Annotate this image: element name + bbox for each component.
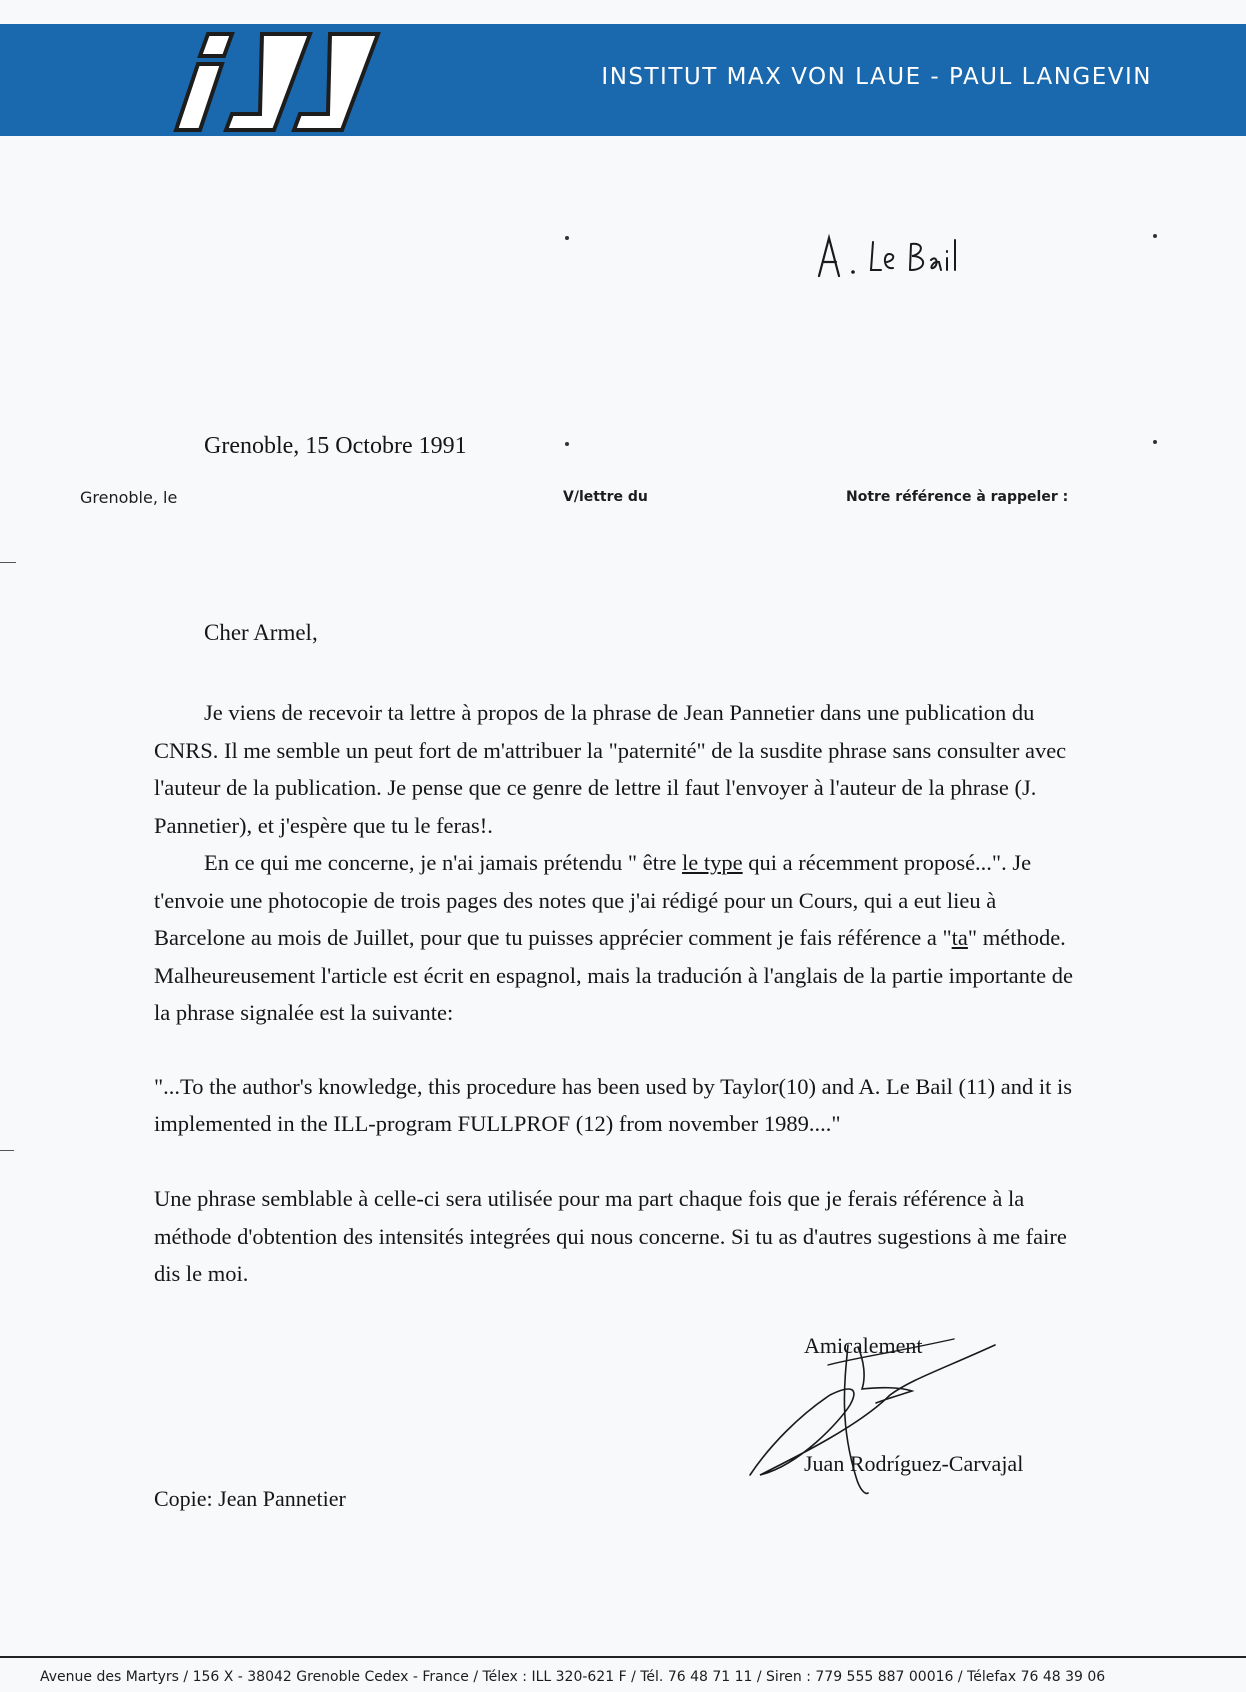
closing: Amicalement — [804, 1333, 923, 1358]
paragraph-3-block — [154, 1180, 1084, 1293]
footer-rule — [0, 1656, 1246, 1658]
margin-tick — [0, 562, 16, 563]
paragraph-2-text: " méthode. Malheureusement l'article est écrit en espagnol, mais la tradución à l'anglais de la partie importante de la phrase signalée est la suivante: — [154, 925, 1074, 1025]
quoted-sentence: "...To the author's knowledge, this procedure has been used by Taylor(10) and A. Le Bail (11) and it is implemented in the ILL-program FULLPROF (12) from november 1989...." — [154, 1074, 1072, 1136]
margin-tick — [0, 1150, 14, 1151]
handwritten-signature — [740, 1325, 1000, 1505]
underlined-phrase: le type — [682, 850, 743, 875]
paragraph-2-text: En ce qui me concerne, je n'ai jamais prétendu " être — [204, 850, 683, 875]
fold-mark — [565, 236, 569, 240]
paragraph-3: Une phrase semblable à celle-ci sera utilisée pour ma part chaque fois que je ferais référence à la méthode d'obtention des intensités integrées qui nous concerne. Si tu as d'autres sugestions à me faire dis le moi. — [154, 1186, 1067, 1286]
paragraph-2-text: qui a récemment proposé...". Je t'envoie une photocopie de trois pages des notes que j'ai rédigé pour un Cours, qui a eut lieu à Barcelone au mois de Juillet, pour que tu puisses apprécier comment je fais référence a " — [154, 850, 1032, 950]
body-paragraphs — [154, 694, 1084, 1032]
your-letter-label: V/lettre du — [563, 489, 648, 505]
ill-logo-icon — [170, 26, 390, 138]
handwritten-annotation — [815, 232, 985, 287]
fold-mark — [1153, 234, 1157, 238]
place-date-label: Grenoble, le — [80, 488, 178, 507]
underlined-word: ta — [951, 925, 968, 950]
fold-mark — [565, 442, 569, 446]
reference-label: Notre référence à rappeler : — [846, 489, 1069, 505]
letter-date: Grenoble, 15 Octobre 1991 — [204, 433, 467, 459]
paragraph-2 — [154, 844, 1084, 1032]
copy-line: Copie: Jean Pannetier — [154, 1486, 346, 1511]
footer-address: Avenue des Martyrs / 156 X - 38042 Grenoble Cedex - France / Télex : ILL 320-621 F / Tél. 76 48 71 11 / Siren : 779 555 887 00016 / Télefax 76 48 39 06 — [40, 1669, 1106, 1685]
salutation: Cher Armel, — [204, 620, 318, 645]
institute-name: INSTITUT MAX VON LAUE - PAUL LANGEVIN — [601, 64, 1152, 90]
fold-mark — [1153, 440, 1157, 444]
paragraph-1: Je viens de recevoir ta lettre à propos de la phrase de Jean Pannetier dans une publication du CNRS. Il me semble un peut fort de m'attribuer la "paternité" de la susdite phrase sans consulter avec l'auteur de la publication. Je pense que ce genre de lettre il faut l'envoyer à l'auteur de la phrase (J. Pannetier), et j'espère que tu le feras!. — [154, 700, 1067, 838]
signer-name: Juan Rodríguez-Carvajal — [804, 1451, 1024, 1476]
